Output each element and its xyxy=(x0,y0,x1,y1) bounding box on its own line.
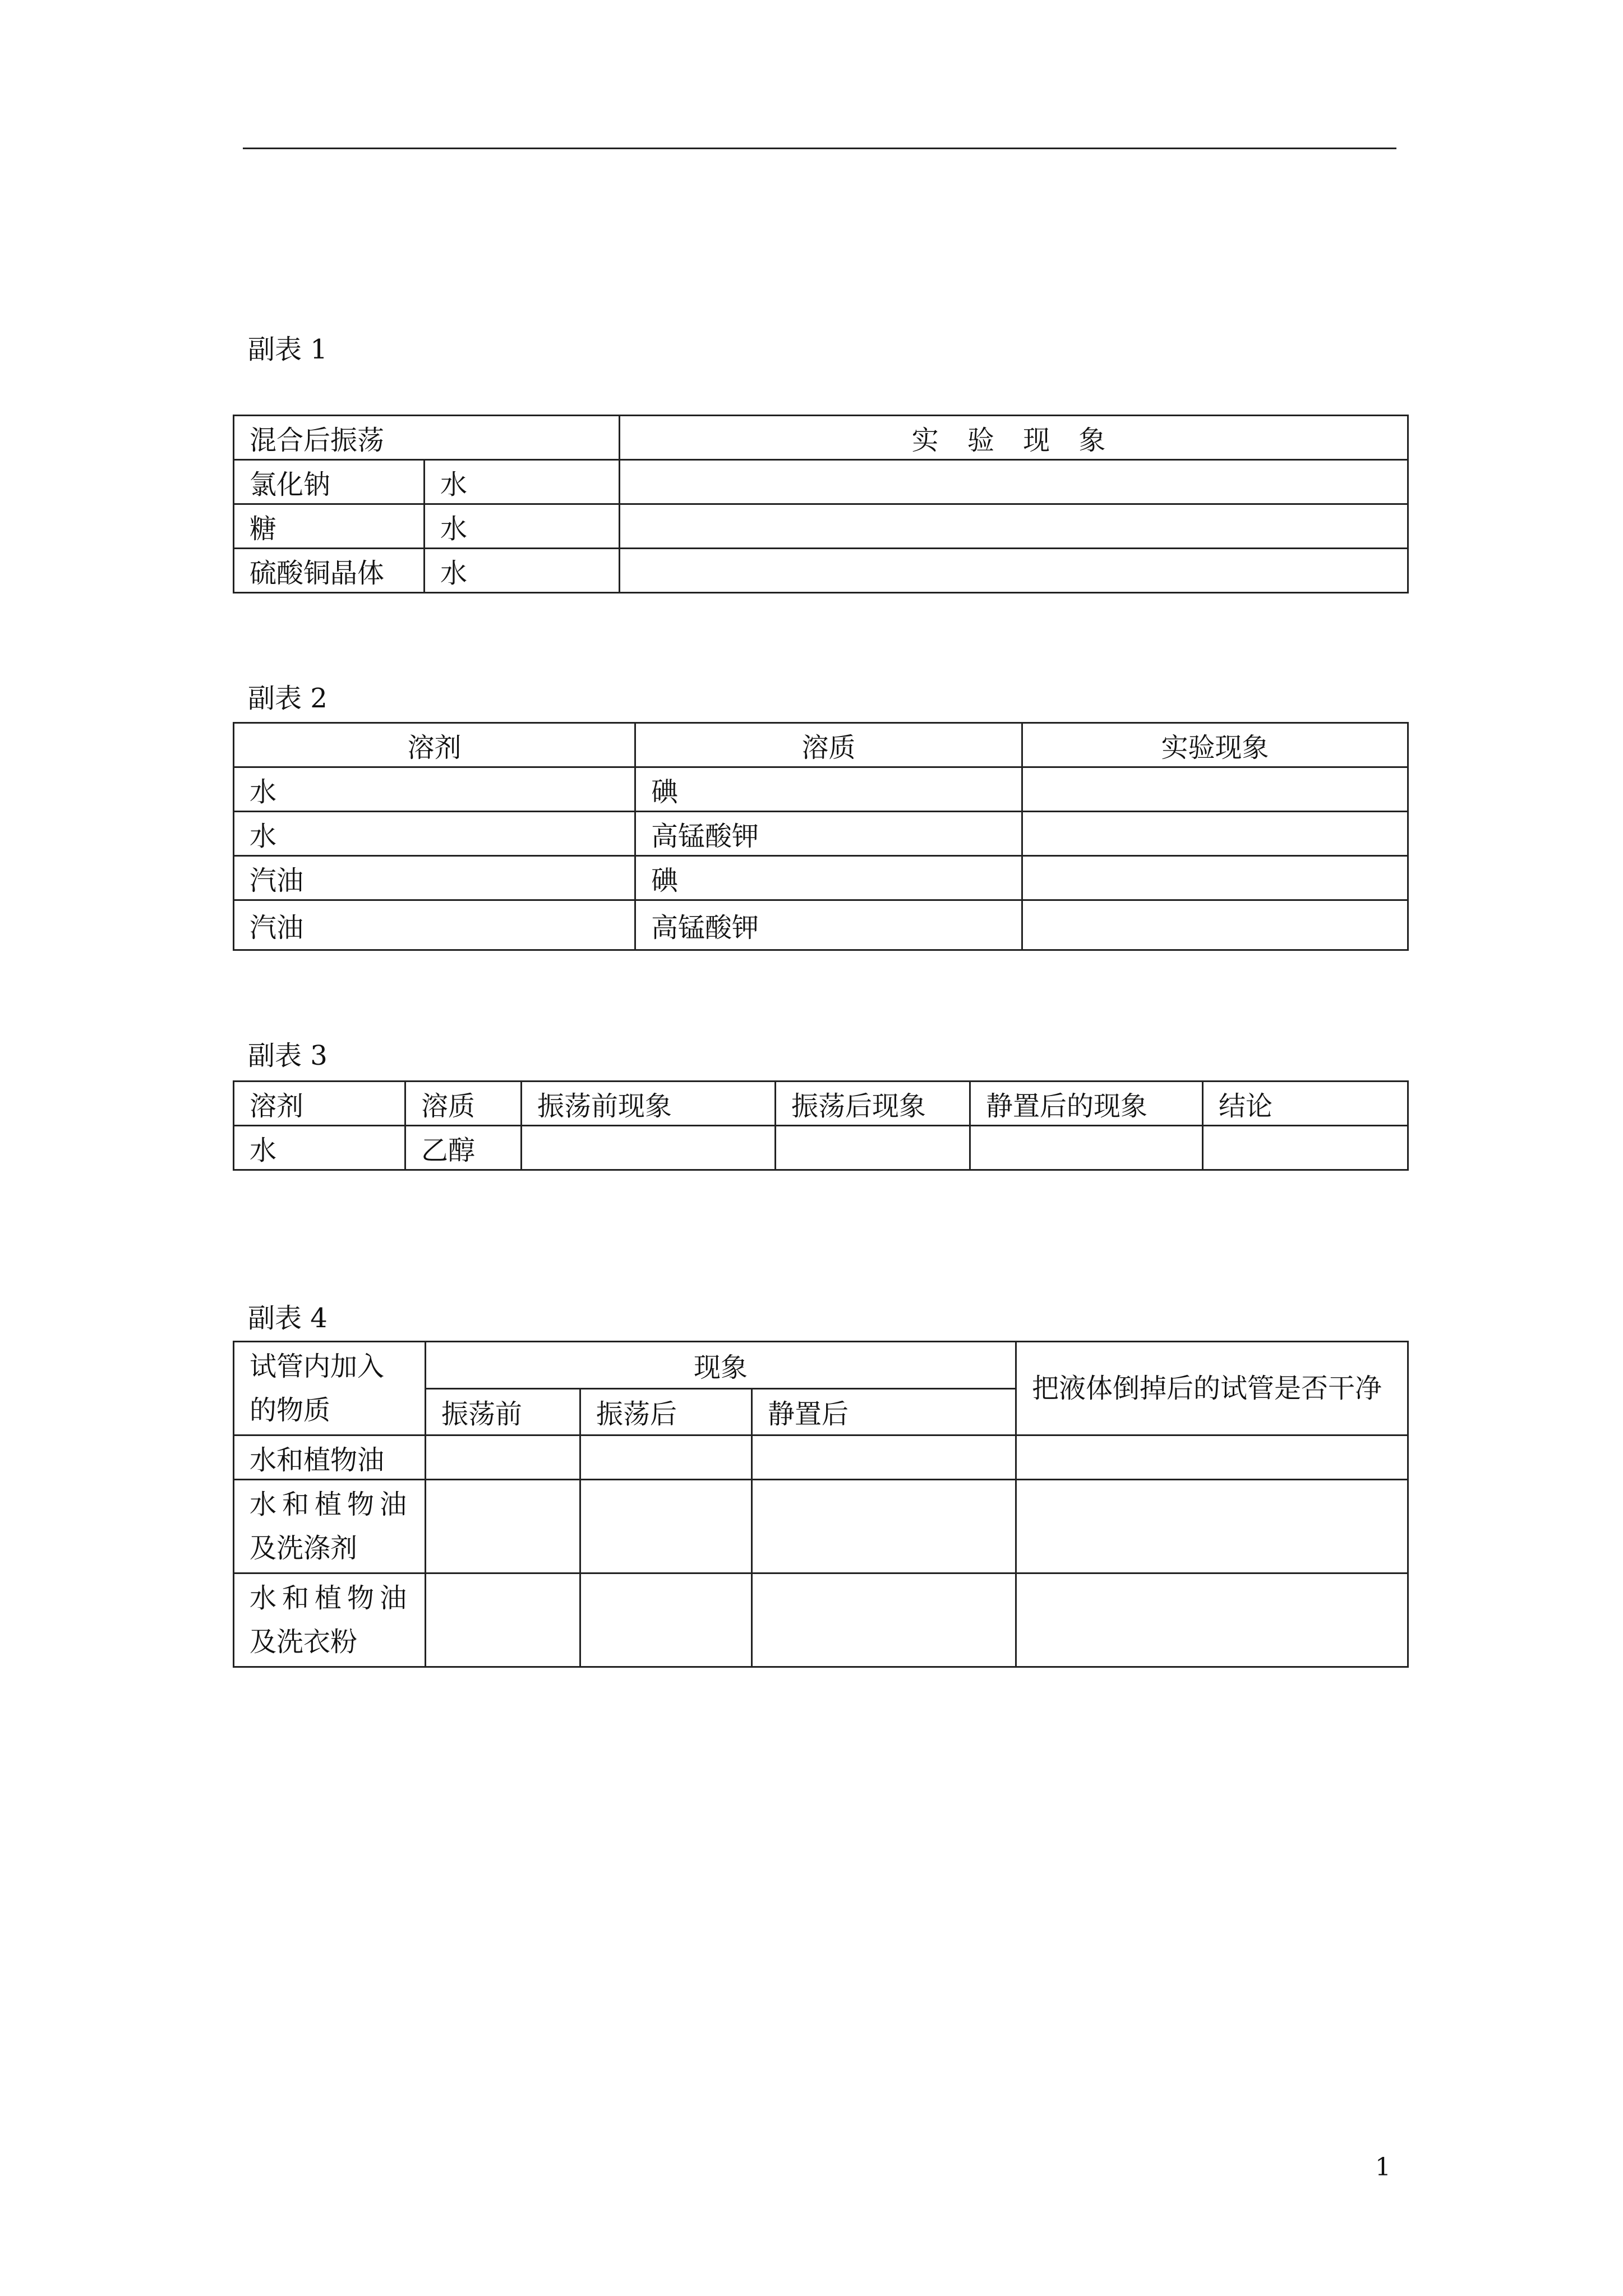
table-2-blank-cell xyxy=(1022,900,1408,950)
table-4-header-substance xyxy=(234,1342,426,1435)
table-2-caption: 副表 2 xyxy=(248,683,328,714)
table-3-blank-cell xyxy=(1203,1126,1408,1170)
table-1-blank-cell xyxy=(620,549,1408,593)
table-3-header-cell: 溶质 xyxy=(405,1082,522,1126)
table-4-blank-cell xyxy=(426,1573,580,1667)
table-2-cell: 水 xyxy=(234,812,635,856)
table-4-blank-cell xyxy=(1016,1573,1408,1667)
table-4-blank-cell xyxy=(752,1480,1016,1573)
table-2-cell: 碘 xyxy=(635,767,1022,812)
table-4-blank-cell xyxy=(580,1573,752,1667)
table-3-header-cell: 溶剂 xyxy=(234,1082,405,1126)
table-4-header-phenomenon: 现象 xyxy=(426,1342,1016,1389)
table-1-blank-cell xyxy=(620,504,1408,549)
header-rule xyxy=(243,148,1396,149)
table-2-header-solute: 溶质 xyxy=(635,723,1022,767)
table-4-substance-cell xyxy=(234,1480,426,1573)
table-3-header-cell: 振荡后现象 xyxy=(776,1082,970,1126)
table-3-cell: 乙醇 xyxy=(405,1126,522,1170)
table-4-subheader-standing: 静置后 xyxy=(752,1388,1016,1435)
table-1-header-mix: 混合后振荡 xyxy=(234,416,620,460)
table-3-blank-cell xyxy=(970,1126,1203,1170)
table-4 xyxy=(233,1341,1409,1668)
table-2 xyxy=(233,722,1409,951)
table-4-header-substance-line-1: 试管内加入 xyxy=(250,1351,385,1382)
table-4-blank-cell xyxy=(1016,1480,1408,1573)
table-2-cell: 碘 xyxy=(635,856,1022,900)
table-3-blank-cell xyxy=(776,1126,970,1170)
table-4-substance-line-1: 水和植物油 xyxy=(250,1582,407,1614)
table-2-cell: 高锰酸钾 xyxy=(635,900,1022,950)
table-1-cell: 硫酸铜晶体 xyxy=(234,549,425,593)
table-2-cell: 水 xyxy=(234,767,635,812)
table-4-substance-line-1: 水和植物油 xyxy=(250,1489,407,1520)
table-4-blank-cell xyxy=(752,1435,1016,1480)
table-3-header-cell: 振荡前现象 xyxy=(522,1082,776,1126)
table-4-blank-cell xyxy=(1016,1435,1408,1480)
table-4-subheader-after: 振荡后 xyxy=(580,1388,752,1435)
page-number: 1 xyxy=(1375,2153,1391,2182)
table-3-cell: 水 xyxy=(234,1126,405,1170)
table-4-substance-line-2: 及洗涤剂 xyxy=(250,1533,358,1564)
table-1-cell: 水 xyxy=(425,504,620,549)
table-4-blank-cell xyxy=(426,1435,580,1480)
table-1-cell: 糖 xyxy=(234,504,425,549)
table-1-blank-cell xyxy=(620,460,1408,504)
table-2-header-phenomenon: 实验现象 xyxy=(1022,723,1408,767)
table-1-caption: 副表 1 xyxy=(248,334,328,365)
table-3-blank-cell xyxy=(522,1126,776,1170)
table-2-blank-cell xyxy=(1022,767,1408,812)
table-2-blank-cell xyxy=(1022,812,1408,856)
table-4-blank-cell xyxy=(580,1480,752,1573)
table-3 xyxy=(233,1080,1409,1171)
table-1-cell: 水 xyxy=(425,549,620,593)
table-1 xyxy=(233,415,1409,593)
table-4-caption: 副表 4 xyxy=(248,1303,328,1334)
table-2-cell: 汽油 xyxy=(234,856,635,900)
table-3-header-cell: 静置后的现象 xyxy=(970,1082,1203,1126)
table-1-cell: 水 xyxy=(425,460,620,504)
table-4-blank-cell xyxy=(426,1480,580,1573)
table-2-header-solvent: 溶剂 xyxy=(234,723,635,767)
table-4-blank-cell xyxy=(752,1573,1016,1667)
table-4-blank-cell xyxy=(580,1435,752,1480)
table-4-substance-line-2: 及洗衣粉 xyxy=(250,1626,358,1658)
table-3-header-cell: 结论 xyxy=(1203,1082,1408,1126)
table-4-subheader-before: 振荡前 xyxy=(426,1388,580,1435)
table-4-header-substance-line-2: 的物质 xyxy=(250,1395,331,1426)
table-4-header-clean xyxy=(1016,1342,1408,1435)
table-3-caption: 副表 3 xyxy=(248,1040,328,1071)
table-4-substance-cell xyxy=(234,1573,426,1667)
table-2-blank-cell xyxy=(1022,856,1408,900)
table-2-cell: 高锰酸钾 xyxy=(635,812,1022,856)
table-2-cell: 汽油 xyxy=(234,900,635,950)
table-4-header-clean-text: 把液体倒掉后的试管是否干净 xyxy=(1032,1373,1382,1404)
table-1-cell: 氯化钠 xyxy=(234,460,425,504)
table-4-substance-cell: 水和植物油 xyxy=(234,1435,426,1480)
table-1-header-phenomenon: 实 验 现 象 xyxy=(620,416,1408,460)
